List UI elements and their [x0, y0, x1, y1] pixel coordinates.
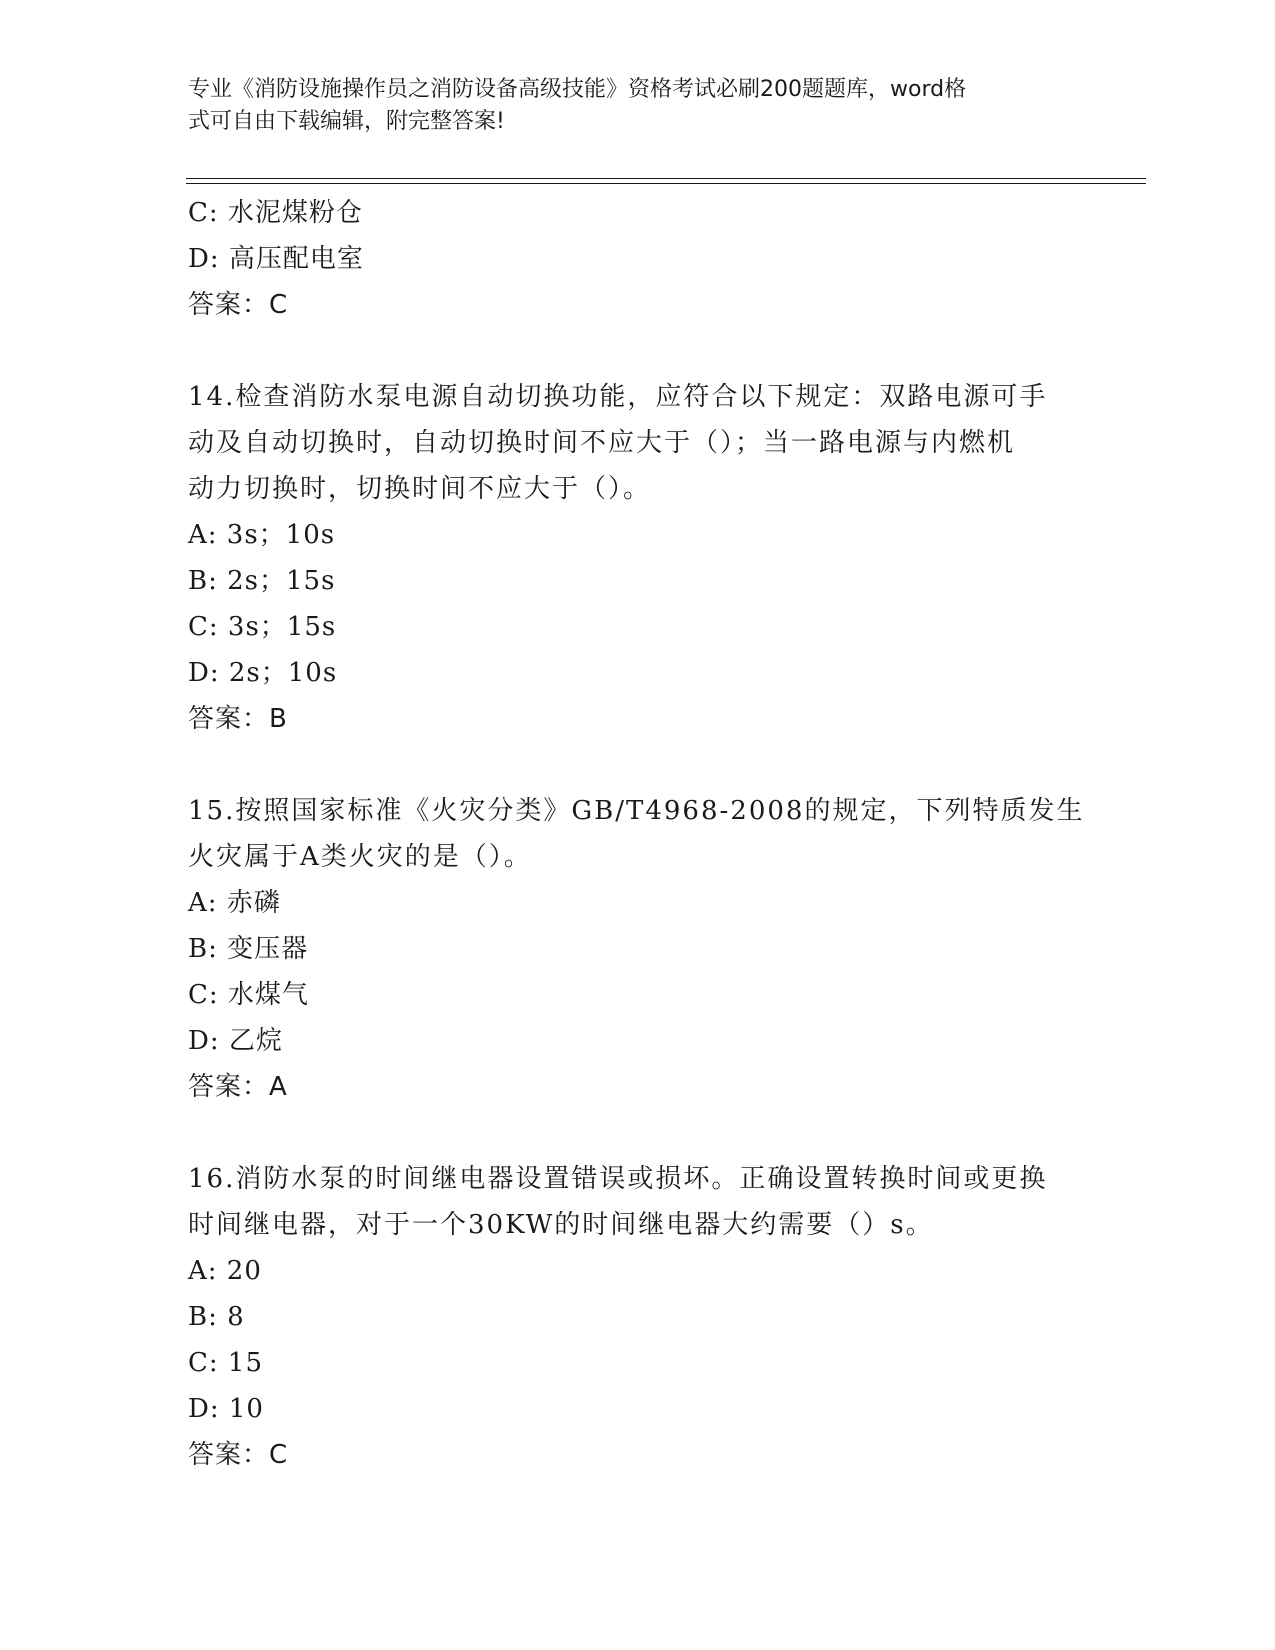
option-a: A: 3s；10s [188, 520, 336, 550]
option-d: D: 2s；10s [188, 658, 338, 688]
question-14 [188, 374, 1088, 742]
header-line-2: 式可自由下载编辑，附完整答案! [188, 109, 505, 134]
option-d: D: 高压配电室 [188, 244, 364, 274]
answer-line: 答案：C [188, 290, 289, 320]
question-text-line: 时间继电器，对于一个30KW的时间继电器大约需要（）s。 [188, 1210, 934, 1240]
answer-line: 答案：A [188, 1072, 288, 1102]
question-text-line: 火灾属于A类火灾的是（）。 [188, 842, 532, 872]
option-c: C: 3s；15s [188, 612, 337, 642]
option-a: A: 赤磷 [188, 888, 281, 918]
document-header [188, 74, 1068, 138]
question-text-line: 动力切换时，切换时间不应大于（）。 [188, 474, 652, 504]
header-rule-bottom [186, 183, 1146, 184]
question-text-line: 14.检查消防水泵电源自动切换功能，应符合以下规定：双路电源可手 [188, 382, 1048, 412]
question-15 [188, 788, 1088, 1110]
answer-line: 答案：C [188, 1440, 289, 1470]
question-text-line: 16.消防水泵的时间继电器设置错误或损坏。正确设置转换时间或更换 [188, 1164, 1048, 1194]
previous-question-tail [188, 190, 1088, 328]
header-rule-top [186, 178, 1146, 179]
option-a: A: 20 [188, 1256, 262, 1286]
question-text-line: 15.按照国家标准《火灾分类》GB/T4968-2008的规定，下列特质发生 [188, 796, 1085, 826]
question-text-line: 动及自动切换时，自动切换时间不应大于（）；当一路电源与内燃机 [188, 428, 1016, 458]
option-c: C: 15 [188, 1348, 264, 1378]
option-c: C: 水煤气 [188, 980, 309, 1010]
option-b: B: 8 [188, 1302, 245, 1332]
document-body [188, 190, 1088, 1478]
answer-line: 答案：B [188, 704, 288, 734]
header-line-1: 专业《消防设施操作员之消防设备高级技能》资格考试必刷200题题库，word格 [188, 77, 967, 102]
option-c: C: 水泥煤粉仓 [188, 198, 363, 228]
question-16 [188, 1156, 1088, 1478]
option-b: B: 2s；15s [188, 566, 336, 596]
option-d: D: 乙烷 [188, 1026, 283, 1056]
option-d: D: 10 [188, 1394, 264, 1424]
option-b: B: 变压器 [188, 934, 309, 964]
